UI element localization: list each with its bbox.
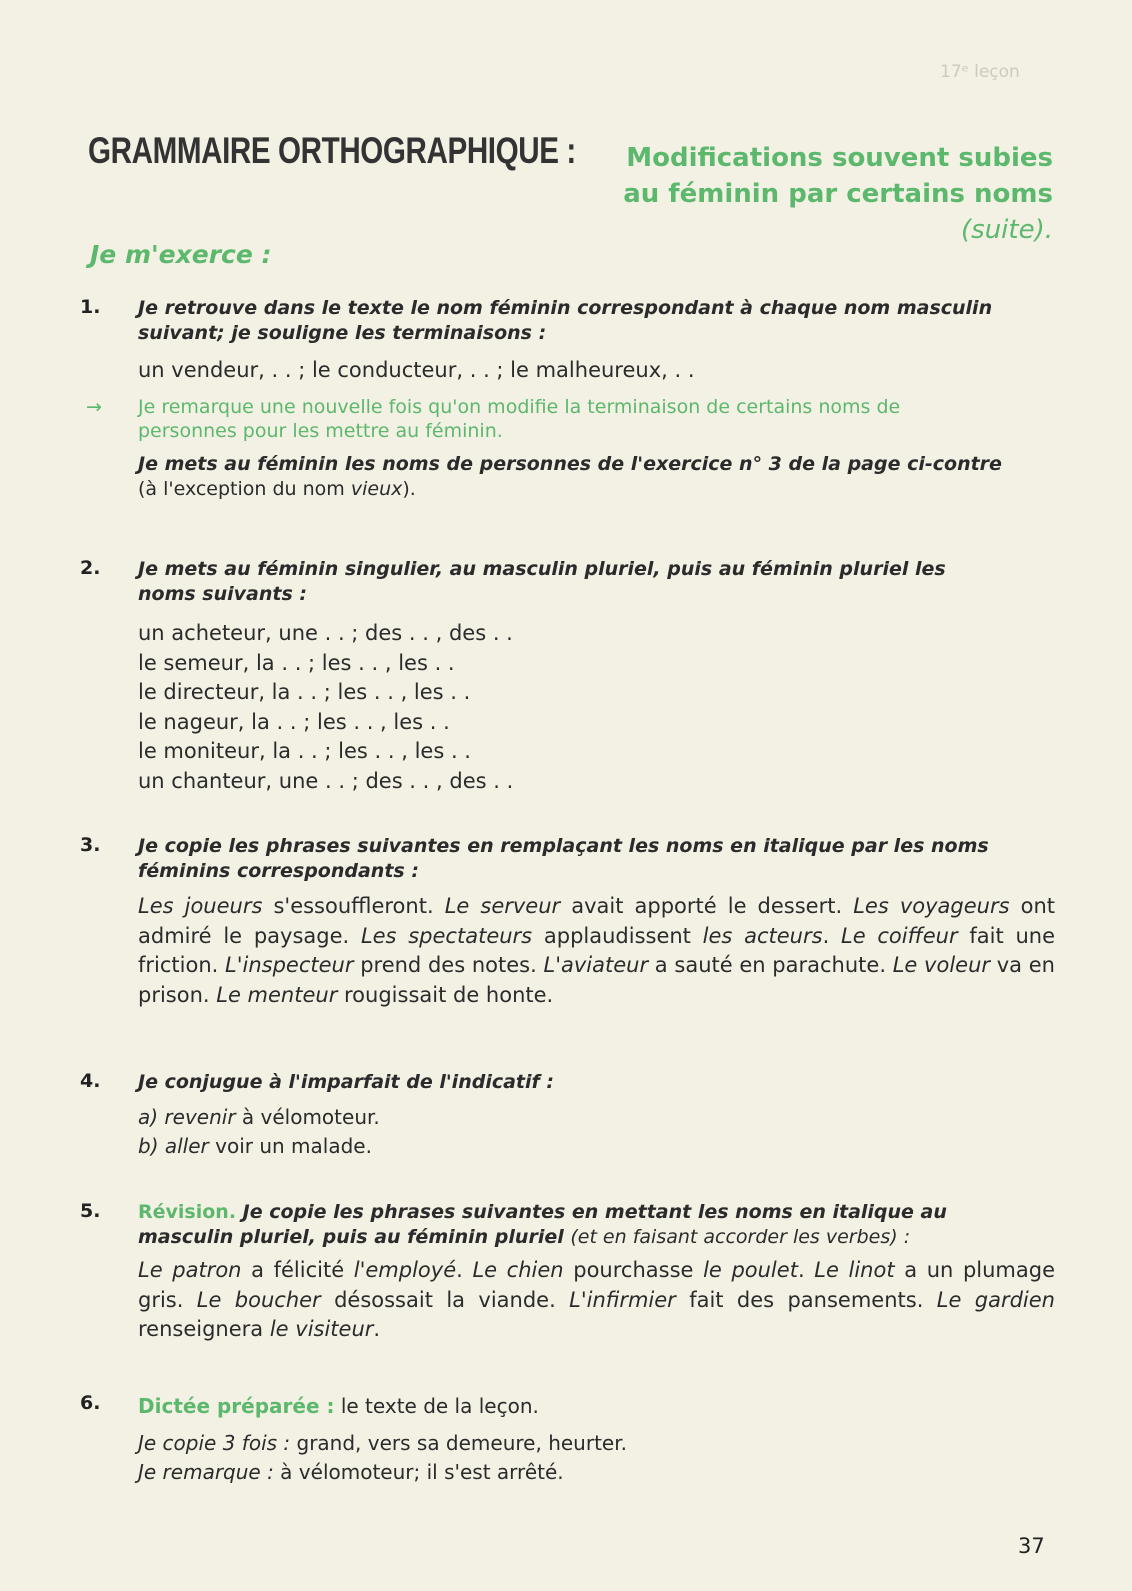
remark-line: [138, 1458, 1055, 1487]
text-segment: le texte de la leçon.: [334, 1394, 539, 1418]
second-instruction: [138, 452, 1055, 502]
word-line: un acheteur, une . . ; des . . , des . .: [138, 621, 513, 645]
exercise-3: [80, 834, 1055, 1010]
verb-item: [138, 1132, 1055, 1161]
text-segment: s'essouffleront.: [262, 894, 445, 918]
italic-noun: le visiteur: [269, 1317, 374, 1341]
italic-noun: l'employé: [353, 1258, 457, 1282]
italic-noun: Le gardien: [936, 1287, 1055, 1312]
arrow-icon: →: [86, 396, 102, 418]
instruction-line: [138, 1225, 1055, 1250]
text-segment: à vélomoteur; il s'est arrêté.: [273, 1460, 564, 1484]
copy-line: [138, 1429, 1055, 1458]
verb-item: [138, 1103, 1055, 1132]
subtitle-line-1: Modifications souvent subies: [626, 143, 1053, 173]
italic-noun: L'infirmier: [569, 1287, 676, 1312]
text-segment: ).: [402, 478, 416, 500]
exercise-6: [80, 1392, 1055, 1487]
sentences: [138, 892, 1055, 1010]
sentences: [138, 1256, 1055, 1345]
text-segment: b) aller: [138, 1134, 209, 1158]
exercise-instruction: [138, 1200, 1055, 1250]
exercise-number: 2.: [80, 557, 101, 579]
italic-noun: Le: [444, 894, 481, 918]
instruction-line: suivant; je souligne les terminaisons :: [138, 322, 547, 344]
instruction-line: [138, 1200, 1055, 1225]
word-line: le nageur, la . . ; les . . , les . .: [138, 709, 450, 734]
dictation-label: Dictée préparée :: [138, 1394, 335, 1418]
italic-noun: Les: [138, 894, 185, 918]
subtitle-line-2: au féminin par certains noms: [623, 179, 1053, 209]
text-segment: rougissait de honte.: [337, 982, 554, 1007]
text-segment: Je remarque :: [138, 1460, 274, 1484]
text-segment: ont admiré le paysage.: [138, 894, 1055, 948]
text-segment: désossait la viande.: [320, 1287, 570, 1312]
word-line: le directeur, la . . ; les . . , les . .: [138, 680, 471, 704]
revision-label: Révision.: [138, 1201, 237, 1223]
word-line: le moniteur, la . . ; les . . , les . .: [138, 739, 471, 763]
main-title: GRAMMAIRE ORTHOGRAPHIQUE :: [88, 130, 576, 171]
exercise-number: 4.: [80, 1070, 101, 1092]
text-segment: Je copie 3 fois :: [138, 1431, 291, 1455]
instruction-line: noms suivants :: [138, 583, 307, 605]
text-segment: pourchasse: [563, 1258, 704, 1282]
instruction-line: [138, 477, 1055, 502]
text-segment: fait des pansements.: [675, 1287, 937, 1312]
text-segment: .: [797, 1258, 815, 1282]
text-segment: (et en faisant accorder les verbes) :: [570, 1226, 911, 1248]
subtitle: [623, 140, 1053, 248]
exercise-5: [80, 1200, 1055, 1345]
remark-note: [86, 395, 1055, 443]
exercise-instruction: [138, 296, 1055, 346]
text-segment: voir un malade.: [208, 1134, 372, 1158]
italic-noun: Le patron: [138, 1258, 242, 1282]
italic-noun: Les spectateurs: [360, 923, 533, 948]
subtitle-line-3: (suite).: [961, 215, 1053, 245]
exercise-instruction: Je conjugue à l'imparfait de l'indicatif :: [138, 1071, 554, 1093]
italic-noun: joueurs: [184, 894, 263, 918]
verb-list: [138, 1103, 1055, 1161]
text-segment: Je copie les phrases suivantes en mettant les noms en italique au: [236, 1201, 947, 1223]
bleed-through-text: 17ᵉ leçon: [940, 62, 1020, 82]
word-line: un chanteur, une . . ; des . . , des . .: [138, 768, 514, 793]
page-number: 37: [1018, 1534, 1045, 1558]
instruction-line: féminins correspondants :: [138, 860, 419, 882]
text-segment: grand, vers sa demeure, heurter.: [290, 1431, 627, 1455]
instruction-line: Je copie les phrases suivantes en remplaçant les noms en italique par les noms: [138, 835, 989, 857]
word-list: [138, 619, 1055, 796]
italic-noun: Le menteur: [216, 982, 338, 1007]
text-segment: renseignera: [138, 1317, 270, 1341]
exercise-number: 3.: [80, 834, 101, 856]
text-segment: a sauté en parachute.: [648, 953, 893, 977]
exercise-instruction: [138, 557, 1055, 607]
text-segment: (à l'exception du nom: [138, 478, 351, 500]
italic-noun: les acteurs: [702, 923, 823, 948]
word-list: un vendeur, . . ; le conducteur, . . ; le malheureux, . .: [138, 358, 695, 382]
text-segment: .: [373, 1317, 381, 1341]
italic-noun: le poulet: [703, 1258, 798, 1282]
italic-noun: Le boucher: [196, 1287, 321, 1312]
text-segment: prend des notes.: [353, 953, 544, 977]
italic-noun: Le coiffeur: [841, 923, 958, 948]
dictation-line: [138, 1392, 1055, 1421]
text-segment: va en prison.: [138, 953, 1055, 1007]
text-segment: vieux: [350, 478, 403, 500]
note-line: Je remarque une nouvelle fois qu'on modifie la terminaison de certains noms de: [138, 396, 901, 418]
exercise-1: [80, 296, 1055, 502]
instruction-line: Je retrouve dans le texte le nom féminin correspondant à chaque nom masculin: [138, 297, 993, 319]
italic-noun: Le linot: [814, 1258, 895, 1282]
text-segment: à vélomoteur.: [235, 1105, 380, 1129]
text-segment: .: [822, 923, 841, 948]
text-segment: applaudissent: [532, 923, 703, 948]
exercise-2: [80, 557, 1055, 796]
italic-noun: Le chien: [472, 1258, 564, 1282]
italic-noun: serveur: [480, 894, 561, 918]
text-segment: a félicité: [241, 1258, 354, 1282]
exercise-number: 1.: [80, 296, 101, 318]
italic-noun: Le voleur: [892, 953, 991, 977]
text-segment: avait apporté le dessert.: [560, 894, 854, 918]
italic-noun: L'aviateur: [543, 953, 649, 977]
exercise-4: [80, 1070, 1055, 1161]
text-segment: .: [456, 1258, 473, 1282]
word-line: le semeur, la . . ; les . . , les . .: [138, 650, 455, 675]
exercise-number: 6.: [80, 1392, 101, 1414]
exercise-instruction: [138, 834, 1055, 884]
exercise-heading: Je m'exerce :: [90, 240, 272, 269]
italic-noun: Les voyageurs: [853, 894, 1010, 918]
text-segment: a) revenir: [138, 1105, 236, 1129]
note-line: personnes pour les mettre au féminin.: [138, 420, 503, 442]
italic-noun: L'inspecteur: [225, 953, 354, 977]
instruction-line: Je mets au féminin singulier, au masculin pluriel, puis au féminin pluriel les: [138, 558, 946, 580]
text-segment: masculin pluriel, puis au féminin pluriel: [138, 1226, 571, 1248]
exercise-number: 5.: [80, 1200, 101, 1222]
text-segment: a un plumage gris.: [138, 1258, 1055, 1312]
text-segment: fait une friction.: [138, 923, 1055, 977]
instruction-line: Je mets au féminin les noms de personnes de l'exercice n° 3 de la page ci-contre: [138, 453, 1002, 475]
